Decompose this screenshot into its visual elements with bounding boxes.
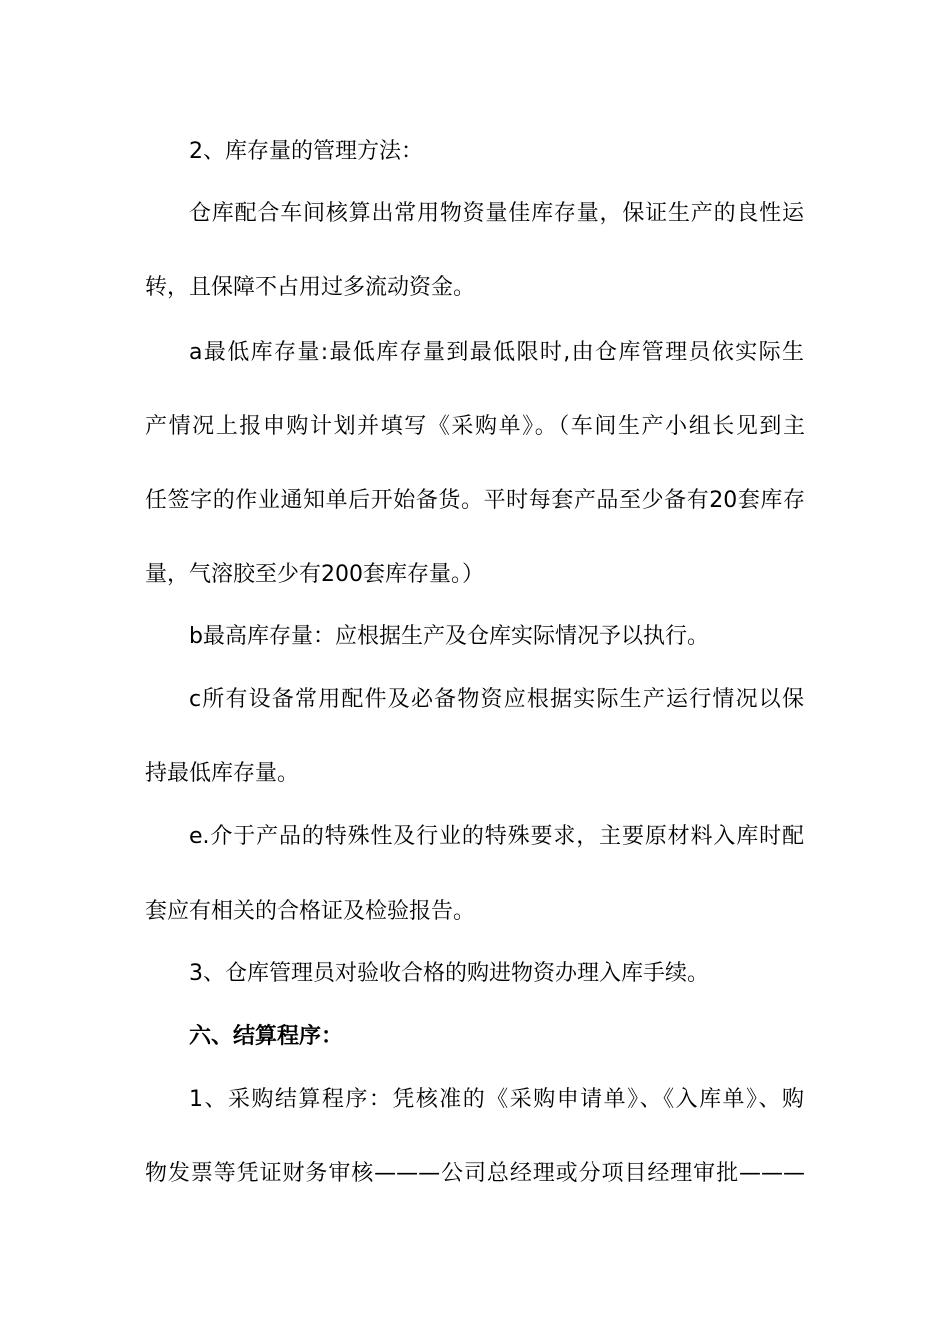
paragraph-line: a最低库存量:最低库存量到最低限时,由仓库管理员依实际生: [189, 340, 804, 365]
paragraph-line: 套应有相关的合格证及检验报告。: [145, 899, 476, 924]
paragraph-line: b最高库存量：应根据生产及仓库实际情况予以执行。: [189, 624, 709, 649]
subheading-inventory-method: 2、库存量的管理方法：: [189, 139, 423, 164]
section-heading-settlement: 六、结算程序：: [189, 1024, 344, 1049]
paragraph-line: c所有设备常用配件及必备物资应根据实际生产运行情况以保: [189, 687, 804, 712]
paragraph-line: 任签字的作业通知单后开始备货。平时每套产品至少备有20套库存: [145, 488, 805, 513]
paragraph-line: 仓库配合车间核算出常用物资量佳库存量，保证生产的良性运: [189, 201, 804, 226]
paragraph-line: e.介于产品的特殊性及行业的特殊要求，主要原材料入库时配: [189, 824, 804, 849]
paragraph-line: 量，气溶胶至少有200套库存量。）: [145, 562, 484, 587]
paragraph-line: 1、采购结算程序：凭核准的《采购申请单》、《入库单》、购: [189, 1087, 804, 1112]
paragraph-line: 转，且保障不占用过多流动资金。: [145, 275, 476, 300]
paragraph-line: 持最低库存量。: [145, 761, 300, 786]
paragraph-line: 3、仓库管理员对验收合格的购进物资办理入库手续。: [189, 961, 709, 986]
paragraph-line: 物发票等凭证财务审核———公司总经理或分项目经理审批———: [145, 1161, 805, 1186]
paragraph-line: 产情况上报申购计划并填写《采购单》。（车间生产小组长见到主: [145, 414, 805, 439]
